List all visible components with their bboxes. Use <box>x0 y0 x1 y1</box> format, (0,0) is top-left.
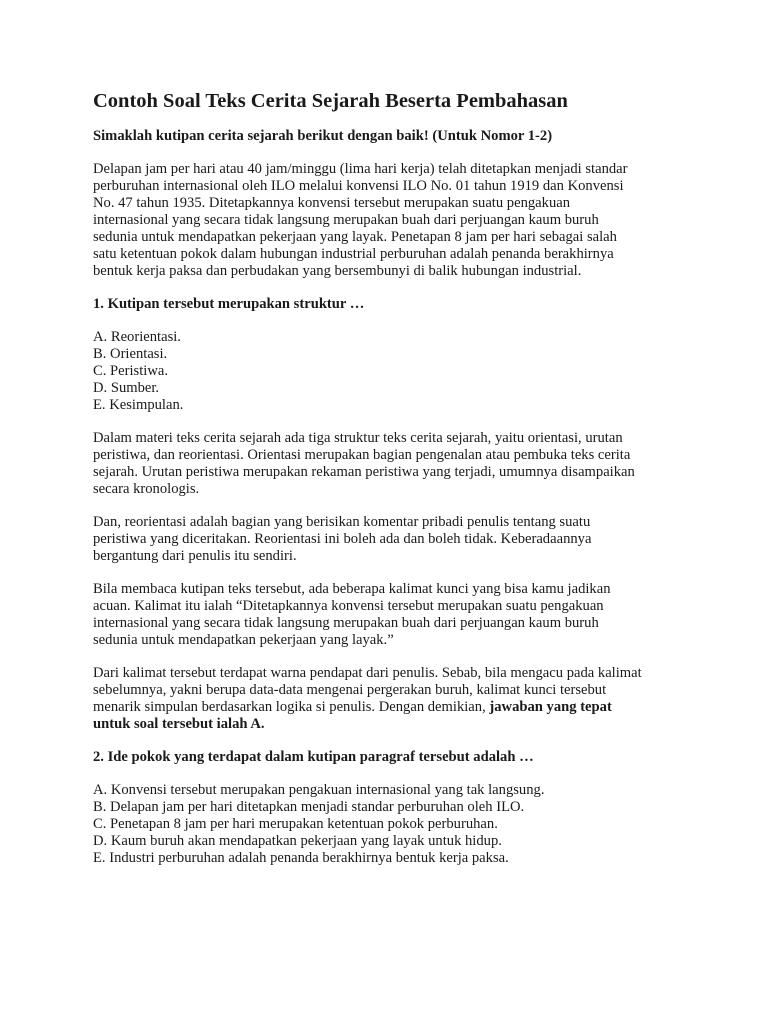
option-c: C. Peristiwa. <box>93 363 168 379</box>
passage-paragraph <box>93 161 693 280</box>
explanation-line: sejarah. Urutan peristiwa merupakan rekaman peristiwa yang terjadi, umumnya disampaikan <box>93 464 635 480</box>
passage-line: satu ketentuan pokok dalam hubungan industrial perburuhan adalah penanda berakhirnya <box>93 246 614 262</box>
explanation-line: Dalam materi teks cerita sejarah ada tiga struktur teks cerita sejarah, yaitu orientasi, urutan <box>93 430 623 446</box>
passage-line: Delapan jam per hari atau 40 jam/minggu (lima hari kerja) telah ditetapkan menjadi standar <box>93 161 628 177</box>
passage-line: No. 47 tahun 1935. Ditetapkannya konvensi tersebut merupakan suatu pengakuan <box>93 195 571 211</box>
question-2-options <box>93 782 693 867</box>
explanation-line: peristiwa, dan reorientasi. Orientasi merupakan bagian pengenalan atau pembuka teks cerita <box>93 447 631 463</box>
passage-line: sedunia untuk mendapatkan pekerjaan yang layak. Penetapan 8 jam per hari sebagai salah <box>93 229 617 245</box>
explanation-line: Bila membaca kutipan teks tersebut, ada beberapa kalimat kunci yang bisa kamu jadikan <box>93 581 611 597</box>
answer-statement: untuk soal tersebut ialah A. <box>93 716 265 732</box>
passage-line: perburuhan internasional oleh ILO melalui konvensi ILO No. 01 tahun 1919 dan Konvensi <box>93 178 624 194</box>
instruction-text: Simaklah kutipan cerita sejarah berikut dengan baik! (Untuk Nomor 1-2) <box>93 128 553 144</box>
document-title: Contoh Soal Teks Cerita Sejarah Beserta Pembahasan <box>93 90 568 112</box>
passage-line: internasional yang secara tidak langsung merupakan buah dari perjuangan kaum buruh <box>93 212 599 228</box>
explanation-paragraph-2 <box>93 514 693 565</box>
explanation-paragraph-4 <box>93 665 693 733</box>
explanation-line: Dan, reorientasi adalah bagian yang berisikan komentar pribadi penulis tentang suatu <box>93 514 591 530</box>
option-a: A. Konvensi tersebut merupakan pengakuan internasional yang tak langsung. <box>93 782 545 798</box>
explanation-line: sebelumnya, yakni berupa data-data mengenai pergerakan buruh, kalimat kunci tersebut <box>93 682 607 698</box>
question-2: 2. Ide pokok yang terdapat dalam kutipan paragraf tersebut adalah … <box>93 749 534 765</box>
explanation-line: bergantung dari penulis itu sendiri. <box>93 548 297 564</box>
explanation-paragraph-3 <box>93 581 693 649</box>
explanation-paragraph-1 <box>93 430 693 498</box>
passage-line: bentuk kerja paksa dan perbudakan yang bersembunyi di balik hubungan industrial. <box>93 263 582 279</box>
option-e: E. Kesimpulan. <box>93 397 184 413</box>
option-b: B. Delapan jam per hari ditetapkan menjadi standar perburuhan oleh ILO. <box>93 799 525 815</box>
option-c: C. Penetapan 8 jam per hari merupakan ketentuan pokok perburuhan. <box>93 816 498 832</box>
explanation-line <box>93 699 693 716</box>
question-1: 1. Kutipan tersebut merupakan struktur … <box>93 296 365 312</box>
explanation-line: secara kronologis. <box>93 481 200 497</box>
question-1-options <box>93 329 693 414</box>
option-d: D. Sumber. <box>93 380 160 396</box>
option-d: D. Kaum buruh akan mendapatkan pekerjaan yang layak untuk hidup. <box>93 833 502 849</box>
explanation-line: sedunia untuk mendapatkan pekerjaan yang layak.” <box>93 632 394 648</box>
option-e: E. Industri perburuhan adalah penanda berakhirnya bentuk kerja paksa. <box>93 850 509 866</box>
explanation-line: acuan. Kalimat itu ialah “Ditetapkannya konvensi tersebut merupakan suatu pengakuan <box>93 598 604 614</box>
answer-emphasis: jawaban yang tepat <box>489 699 612 715</box>
explanation-text: menarik simpulan berdasarkan logika si penulis. Dengan demikian, <box>93 699 490 715</box>
explanation-line: internasional yang secara tidak langsung merupakan buah dari perjuangan kaum buruh <box>93 615 599 631</box>
explanation-line: Dari kalimat tersebut terdapat warna pendapat dari penulis. Sebab, bila mengacu pada kalimat <box>93 665 642 681</box>
option-a: A. Reorientasi. <box>93 329 181 345</box>
document-page <box>93 88 693 883</box>
option-b: B. Orientasi. <box>93 346 168 362</box>
explanation-line: peristiwa yang diceritakan. Reorientasi ini boleh ada dan boleh tidak. Keberadaannya <box>93 531 592 547</box>
